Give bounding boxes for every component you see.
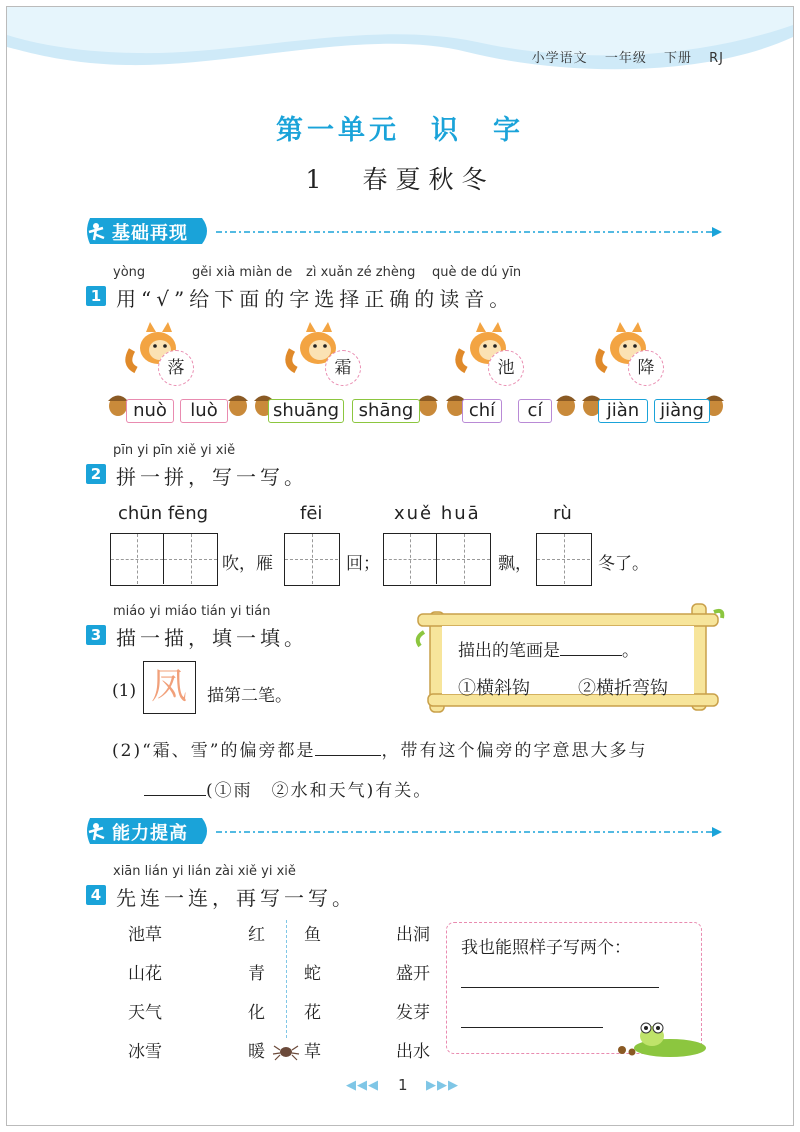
q4-col4-item-2[interactable]: 盛开 [396,964,430,984]
q1-option-ci[interactable]: cí [518,399,552,423]
q4-col2-item-1[interactable]: 红 [248,925,265,945]
header-grade: 一年级 [604,51,647,66]
q1-pinyin-1: yòng [113,265,146,280]
q3-part2-c: (①雨 ②水和天气)有关。 [206,781,433,801]
q4-col2-item-2[interactable]: 青 [248,964,265,984]
q2-blank1-pinyin: chūn fēng [118,503,209,524]
q1-char-2: 霜 [325,350,361,386]
q4-col1-item-4[interactable]: 冰雪 [128,1042,162,1062]
q4-col3-item-4[interactable]: 草 [304,1042,321,1062]
header-volume: 下册 [663,51,692,66]
q1-option-jiang[interactable]: jiàng [654,399,710,423]
q4-col4-item-4[interactable]: 出水 [396,1042,430,1062]
q1-number: 1 [86,286,106,306]
q4-col4-item-3[interactable]: 发芽 [396,1003,430,1023]
q1-option-jian[interactable]: jiàn [598,399,648,423]
q1-option-chi[interactable]: chí [462,399,502,423]
q4-text: 先连一连，再写一写。 [116,886,356,910]
q2-blank3-pinyin: xuě huā [394,503,481,524]
q3-box-prompt: 描出的笔画是 [458,641,560,661]
q3-box-option-1: ①横斜钩 [458,678,530,699]
q2-grid-4[interactable] [536,533,592,586]
q3-part2-line2 [144,776,432,801]
header-edition: RJ [709,51,724,66]
section-advanced [84,818,724,848]
section-advanced-label: 能力提高 [112,823,188,844]
q1-option-nuo[interactable]: nuò [126,399,174,423]
q3-pinyin: miáo yi miáo tián yi tián [113,604,271,619]
q4-box-prompt: 我也能照样子写两个： [461,938,631,958]
q3-part2-b: ，带有这个偏旁的字意思大多与 [381,741,648,761]
q2-text-3: 飘， [498,554,532,574]
q2-grid-2[interactable] [284,533,340,586]
q2-blank2-pinyin: fēi [300,503,323,524]
unit-title: 第一单元 识 字 [276,115,524,146]
q2-text: 拼一拼，写一写。 [116,465,308,489]
q4-col2-item-3[interactable]: 化 [248,1003,265,1023]
q4-answer-line-1[interactable] [461,987,659,988]
q3-part2-line1 [112,736,647,761]
prev-arrows-icon: ◀◀◀ [346,1078,379,1093]
spider-icon [272,1040,300,1062]
q3-trace-char: 凤 [150,666,187,707]
q1-option-shang[interactable]: shāng [352,399,420,423]
q1-pinyin-3: zì xuǎn zé zhèng [306,265,416,280]
q4-col3-item-3[interactable]: 花 [304,1003,321,1023]
frog-icon [608,1016,708,1060]
q1-text: 用“√”给下面的字选择正确的读音。 [116,287,515,311]
q4-col3-item-1[interactable]: 鱼 [304,925,321,945]
q4-divider [286,920,287,1038]
q4-col2-item-4[interactable]: 暖 [248,1042,265,1062]
q3-part2-a: (2)“霜、雪”的偏旁都是 [112,741,316,761]
q1-pinyin-4: què de dú yīn [432,265,522,280]
q2-text-2: 回； [346,554,380,574]
q3-box-prompt-line [458,636,639,661]
lesson-title: 1 春夏秋冬 [305,165,495,194]
q2-blank4-pinyin: rù [553,503,572,524]
q3-part1-label: (1) [112,681,137,701]
q4-answer-line-2[interactable] [461,1027,603,1028]
q3-part2-blank1[interactable] [315,755,381,756]
q3-box-blank[interactable] [560,655,622,656]
q2-number: 2 [86,464,106,484]
next-arrows-icon: ▶▶▶ [426,1078,459,1093]
page-number: 1 [398,1076,408,1094]
q1-char-3: 池 [488,350,524,386]
q3-number: 3 [86,625,106,645]
q2-grid-3[interactable] [383,533,491,586]
q2-grid-1[interactable] [110,533,218,586]
q4-pinyin: xiān lián yi lián zài xiě yi xiě [113,864,296,879]
q2-pinyin: pīn yi pīn xiě yi xiě [113,443,236,458]
q3-box-end: 。 [622,641,639,661]
q4-col1-item-2[interactable]: 山花 [128,964,162,984]
section-dash-line [216,224,724,240]
q3-part2-blank2[interactable] [144,795,206,796]
q1-option-luo[interactable]: luò [180,399,228,423]
q3-box-option-2: ②横折弯钩 [578,678,668,699]
q4-col1-item-1[interactable]: 池草 [128,925,162,945]
q4-col4-item-1[interactable]: 出洞 [396,925,430,945]
q1-option-shuang[interactable]: shuāng [268,399,344,423]
header-info [520,47,724,66]
q1-char-4: 降 [628,350,664,386]
section-dash-line [216,824,724,840]
q3-text: 描一描，填一填。 [116,626,308,650]
q1-char-1: 落 [158,350,194,386]
q4-col3-item-2[interactable]: 蛇 [304,964,321,984]
q4-number: 4 [86,885,106,905]
header-wave [7,7,793,77]
q2-text-1: 吹，雁 [222,554,273,574]
q3-trace-box[interactable] [143,661,196,714]
q2-text-4: 冬了。 [598,554,649,574]
q3-part1-text: 描第二笔。 [207,686,292,706]
section-basic-label: 基础再现 [112,223,188,244]
header-subject: 小学语文 [531,51,588,66]
acorn-icon [108,396,128,417]
q4-col1-item-3[interactable]: 天气 [128,1003,162,1023]
section-basic [84,218,724,248]
q1-pinyin-2: gěi xià miàn de [192,265,293,280]
